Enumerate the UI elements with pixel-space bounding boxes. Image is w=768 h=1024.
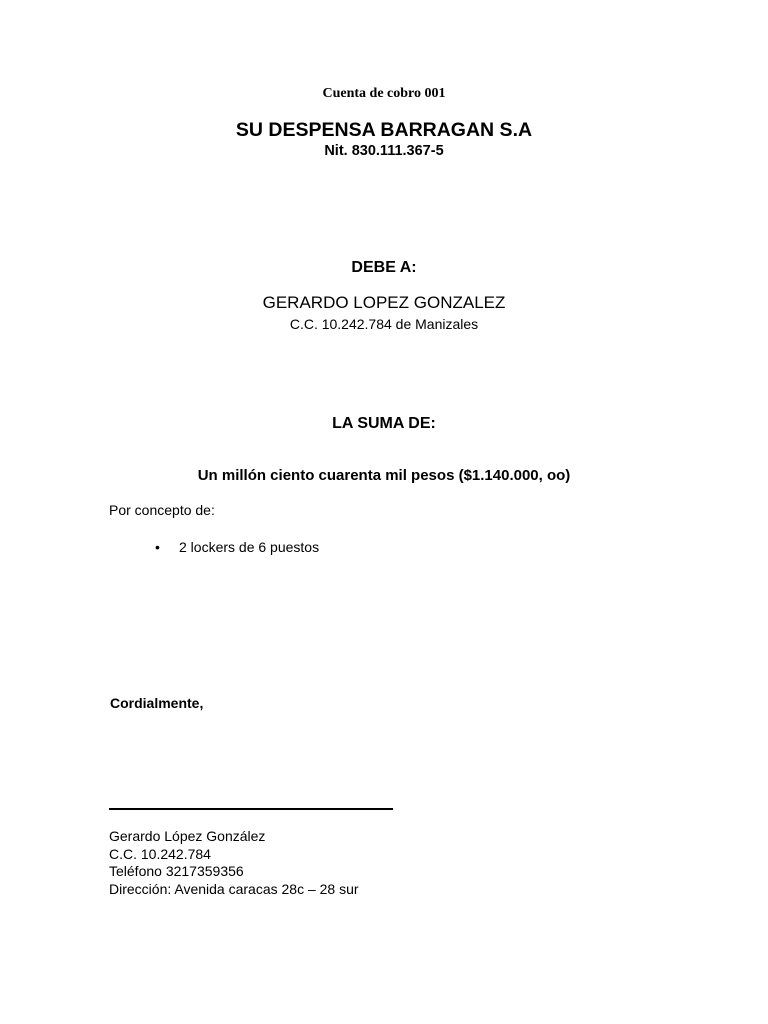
concept-list	[155, 539, 319, 555]
document-number: Cuenta de cobro 001	[322, 86, 446, 101]
bullet-icon: •	[155, 539, 160, 555]
closing-text: Cordialmente,	[110, 695, 204, 711]
company-nit: Nit. 830.111.367-5	[324, 143, 444, 159]
debe-heading: DEBE A:	[351, 259, 417, 276]
creditor-name: GERARDO LOPEZ GONZALEZ	[262, 293, 506, 312]
list-item-text: 2 lockers de 6 puestos	[179, 539, 320, 555]
concept-label: Por concepto de:	[109, 502, 215, 518]
creditor-id: C.C. 10.242.784 de Manizales	[289, 316, 479, 332]
signature-line	[109, 808, 393, 810]
suma-heading: LA SUMA DE:	[332, 415, 436, 432]
signer-block	[109, 828, 359, 898]
company-name: SU DESPENSA BARRAGAN S.A	[235, 119, 533, 141]
signer-id: C.C. 10.242.784	[109, 845, 211, 862]
signer-name: Gerardo López González	[109, 828, 266, 844]
signer-phone: Teléfono 3217359356	[109, 863, 244, 879]
list-item	[155, 539, 319, 555]
amount-text: Un millón ciento cuarenta mil pesos ($1.140.000, oo)	[197, 467, 571, 484]
signer-address: Dirección: Avenida caracas 28c – 28 sur	[109, 880, 359, 897]
